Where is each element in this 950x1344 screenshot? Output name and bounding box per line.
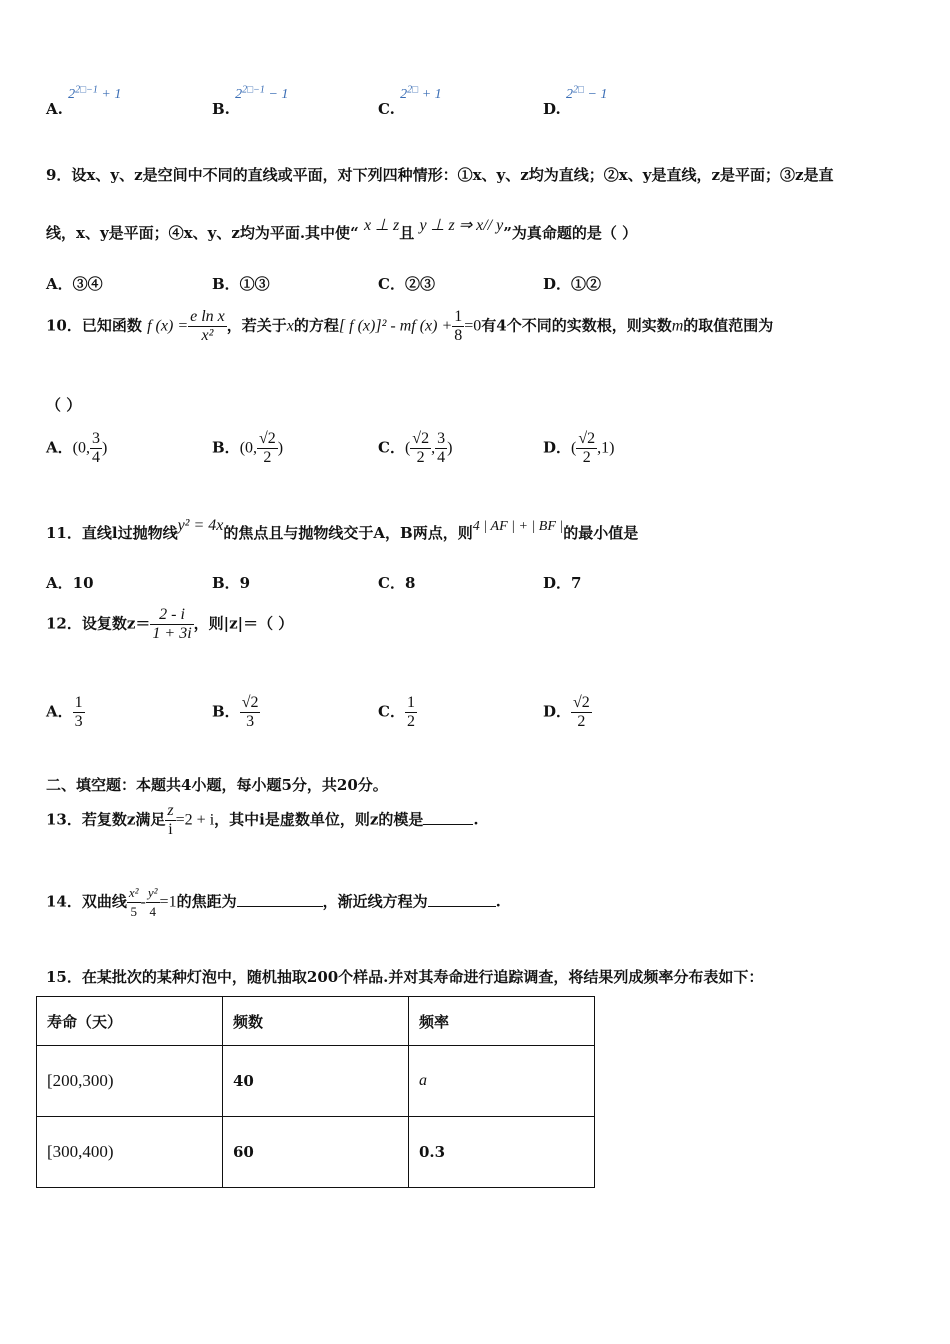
q14-mid2: ，渐近线方程为 (322, 892, 428, 911)
expr-base: 2 (400, 87, 408, 102)
q10-mid2: 的方程 (293, 316, 339, 335)
frac-num: 2 - i (150, 606, 193, 625)
expr-base: 2 (235, 87, 243, 102)
q10-prefix: 10．已知函数 (46, 316, 142, 335)
option-frac (257, 430, 278, 467)
q10-option-b (212, 430, 283, 467)
expr-tail: − 1 (268, 87, 289, 102)
table-row (37, 1046, 595, 1117)
interval-close: ) (101, 439, 108, 457)
quote-close: ” (503, 224, 512, 242)
frac-num: e ln x (190, 308, 225, 325)
count-cell: 40 (223, 1046, 409, 1117)
q9-cond2: y ⊥ z ⇒ x// y (419, 217, 504, 234)
header-cell: 频率 (409, 997, 595, 1046)
frac-den: 4 (437, 449, 446, 466)
q10-suffix2: 的取值范围为 (683, 316, 774, 335)
frac-num: 1 (74, 694, 83, 711)
frac-den: 3 (246, 713, 255, 730)
q14-blank-focal[interactable] (237, 892, 323, 907)
q13-end: . (473, 810, 479, 829)
q10-var-x: x (286, 317, 294, 335)
q14-mid: 的焦距为 (176, 892, 237, 911)
option-expr (68, 84, 122, 102)
frac-den: i (168, 821, 173, 838)
frac-den: 4 (149, 904, 156, 919)
q8-option-d (543, 84, 608, 119)
q11-option-a: A．10 (46, 574, 94, 592)
q13-answer-blank[interactable] (423, 810, 473, 825)
option-frac (410, 430, 431, 467)
q10-f-lhs: f (x) = (147, 317, 189, 335)
q10-eq-frac (452, 308, 464, 345)
q10-f-frac (188, 308, 227, 345)
frac-num: x² (127, 884, 141, 903)
option-frac (405, 694, 417, 731)
range-cell: [200,300) (37, 1046, 223, 1117)
frac-num: 1 (454, 308, 463, 325)
option-frac (576, 430, 597, 467)
q9-option-a: A．③④ (46, 275, 103, 293)
q13-line (46, 802, 479, 839)
option-frac (73, 694, 85, 731)
q9-option-b: B．①③ (212, 275, 270, 293)
option-label: C． (378, 702, 405, 721)
expr-tail: − 1 (587, 87, 608, 102)
expr-exp: 2□−1 (75, 84, 98, 96)
freq-cell: a (409, 1046, 595, 1117)
frac-den: 2 (406, 713, 415, 730)
expr-exp: 2□ (407, 84, 419, 96)
option-expr (235, 84, 289, 102)
q9-cond1: x ⊥ z (363, 217, 400, 234)
option-label: C． (378, 438, 405, 457)
frequency-table (36, 996, 595, 1188)
frac-den: 4 (91, 449, 100, 466)
q14-minus: - (140, 893, 146, 911)
expr-tail: + 1 (421, 87, 442, 102)
q11-suffix: 的最小值是 (563, 524, 639, 542)
option-label: A． (46, 438, 73, 457)
count-cell: 60 (223, 1117, 409, 1188)
frac-num: √2 (578, 430, 596, 447)
interval-open: ( (571, 439, 577, 457)
frac-num: √2 (412, 430, 430, 447)
q14-line (46, 884, 501, 921)
option-frac (90, 430, 102, 467)
header-cell: 寿命（天） (37, 997, 223, 1046)
expr-exp: 2□−1 (242, 84, 265, 96)
option-frac (240, 694, 261, 731)
expr-exp: 2□ (572, 84, 584, 96)
option-label: B． (212, 702, 240, 721)
table-row (37, 1117, 595, 1188)
option-label: A. (46, 100, 63, 118)
q12-option-c (378, 694, 417, 731)
q11-line (46, 517, 639, 543)
q11-option-b: B．9 (212, 574, 251, 592)
frac-num: 1 (406, 694, 415, 711)
frac-den: 2 (416, 449, 425, 466)
q9-option-d: D．①② (543, 275, 602, 293)
option-label: B. (212, 100, 230, 118)
q14-frac-1 (127, 884, 141, 921)
expr-base: 2 (68, 87, 76, 102)
header-cell: 频数 (223, 997, 409, 1046)
freq-cell: 0.3 (409, 1117, 595, 1188)
q12-suffix: ，则|z|＝（ ） (193, 614, 294, 633)
q12-option-d (543, 694, 592, 731)
option-label: D． (543, 438, 572, 457)
range-cell: [300,400) (37, 1117, 223, 1188)
expr-tail: + 1 (101, 87, 122, 102)
frac-den: 2 (263, 449, 272, 466)
frac-num: y² (146, 884, 160, 903)
table-header-row (37, 997, 595, 1046)
frac-den: x² (201, 327, 214, 344)
q10-suffix: 有4个不同的实数根，则实数 (481, 316, 672, 335)
q11-prefix: 11．直线l过抛物线 (46, 524, 178, 542)
q10-option-c (378, 430, 452, 467)
option-expr (565, 84, 608, 102)
q10-mid: ，若关于 (226, 316, 287, 335)
frac-num: z (167, 802, 174, 819)
q9-text-b: 为真命题的是（ ） (511, 224, 638, 242)
q14-prefix: 14．双曲线 (46, 892, 127, 911)
frac-num: 3 (91, 430, 100, 447)
frac-den: 1 + 3i (152, 625, 192, 642)
option-label: D． (543, 702, 572, 721)
q12-line (46, 606, 293, 643)
expr-base: 2 (565, 87, 573, 102)
interval-comma: , (431, 439, 436, 457)
q8-option-a (46, 84, 122, 119)
option-label: D. (543, 100, 561, 118)
q8-option-b (212, 84, 289, 119)
q9-line2 (46, 217, 638, 243)
q14-blank-asymptote[interactable] (428, 892, 496, 907)
q10-option-d (543, 430, 614, 467)
section-heading: 二、填空题：本题共4小题，每小题5分，共20分。 (46, 776, 388, 794)
q12-frac (150, 606, 193, 643)
q14-rhs: =1 (159, 893, 177, 911)
frac-den: 8 (454, 327, 463, 344)
frac-den: 3 (74, 713, 83, 730)
q13-prefix: 13．若复数z满足 (46, 810, 166, 829)
q11-option-d: D．7 (543, 574, 582, 592)
q8-option-c (378, 84, 442, 119)
q10-eq-b: =0 (464, 317, 482, 335)
q9-option-c: C．②③ (378, 275, 435, 293)
interval-close: ) (447, 439, 453, 457)
frac-den: 2 (577, 713, 586, 730)
q9-and: 且 (399, 224, 415, 242)
q14-frac-2 (146, 884, 160, 921)
q12-option-b (212, 694, 260, 731)
frac-num: 3 (437, 430, 446, 447)
q9-text-a: 线，x、y是平面；④x、y、z均为平面.其中使 (46, 224, 351, 242)
q11-mid: 的焦点且与抛物线交于A，B两点，则 (223, 524, 473, 542)
q11-parabola: y² = 4x (177, 517, 224, 534)
q13-rhs: =2 + i (175, 811, 215, 829)
q9-line1: 9．设x、y、z是空间中不同的直线或平面，对下列四种情形：①x、y、z均为直线；②x、y是直线，z是平面；③z是直 (46, 166, 834, 184)
q10-paren: （ ） (46, 396, 82, 414)
q13-suffix: ，其中i是虚数单位，则z的模是 (214, 810, 424, 829)
frac-num: √2 (241, 694, 259, 711)
quote-open: “ (350, 224, 359, 242)
interval-open: (0, (72, 439, 90, 457)
q11-option-c: C．8 (378, 574, 416, 592)
q15-text: 15．在某批次的某种灯泡中，随机抽取200个样品.并对其寿命进行追踪调查，将结果列成频率分布表如下： (46, 968, 764, 986)
q12-option-a (46, 694, 85, 731)
q10-eq-a: [ f (x)]² - mf (x) + (338, 317, 453, 335)
q10-var-m: m (671, 317, 684, 335)
option-label: C. (378, 100, 395, 118)
option-frac (571, 694, 592, 731)
frac-num: √2 (573, 694, 590, 711)
q11-expr: 4 | AF | + | BF | (472, 519, 564, 534)
frac-num: √2 (259, 430, 276, 447)
q10-line (46, 308, 773, 345)
option-label: B． (212, 438, 240, 457)
q14-end: . (495, 892, 501, 911)
option-expr (400, 84, 442, 102)
frac-den: 2 (582, 449, 591, 466)
interval-close: ,1) (597, 439, 615, 457)
frac-den: 5 (130, 904, 137, 919)
option-label: A． (46, 702, 73, 721)
interval-open: ( (404, 439, 411, 457)
q10-option-a (46, 430, 107, 467)
q12-prefix: 12．设复数z＝ (46, 614, 151, 633)
q13-frac (165, 802, 175, 839)
interval-close: ) (277, 439, 284, 457)
interval-open: (0, (239, 439, 258, 457)
option-frac-2 (435, 430, 447, 467)
